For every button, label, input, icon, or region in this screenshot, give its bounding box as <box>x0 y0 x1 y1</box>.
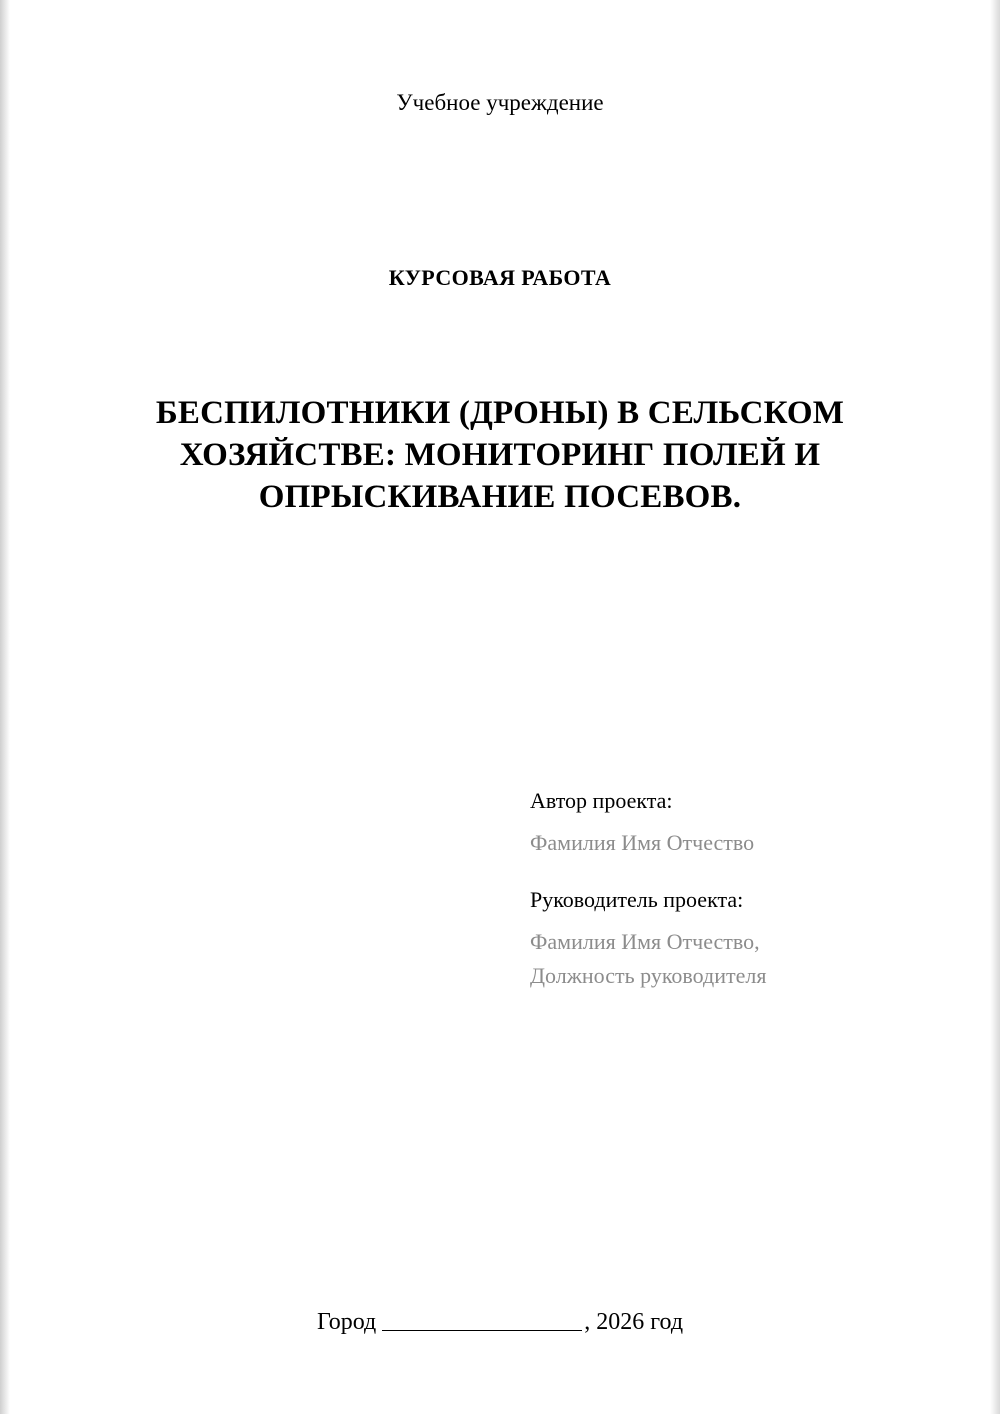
author-block <box>530 786 910 857</box>
footer-city-year <box>0 1309 1000 1336</box>
city-label: Город <box>316 1309 377 1335</box>
supervisor-value-line-1: Фамилия Имя Отчество, <box>530 929 760 955</box>
city-blank-line <box>382 1330 582 1331</box>
supervisor-block <box>530 885 910 990</box>
page-title: БЕСПИЛОТНИКИ (ДРОНЫ) В СЕЛЬСКОМ ХОЗЯЙСТВЕ: МОНИТОРИНГ ПОЛЕЙ И ОПРЫСКИВАНИЕ ПОСЕВОВ. <box>155 395 845 516</box>
institution-name: Учебное учреждение <box>396 90 604 115</box>
year-text: , 2026 год <box>584 1309 684 1335</box>
supervisor-label: Руководитель проекта: <box>530 887 744 913</box>
author-label: Автор проекта: <box>530 788 673 813</box>
supervisor-value-line-2: Должность руководителя <box>530 962 767 988</box>
document-type-heading: КУРСОВАЯ РАБОТА <box>388 265 612 290</box>
author-value: Фамилия Имя Отчество <box>530 829 755 855</box>
credits-block <box>530 786 910 1018</box>
